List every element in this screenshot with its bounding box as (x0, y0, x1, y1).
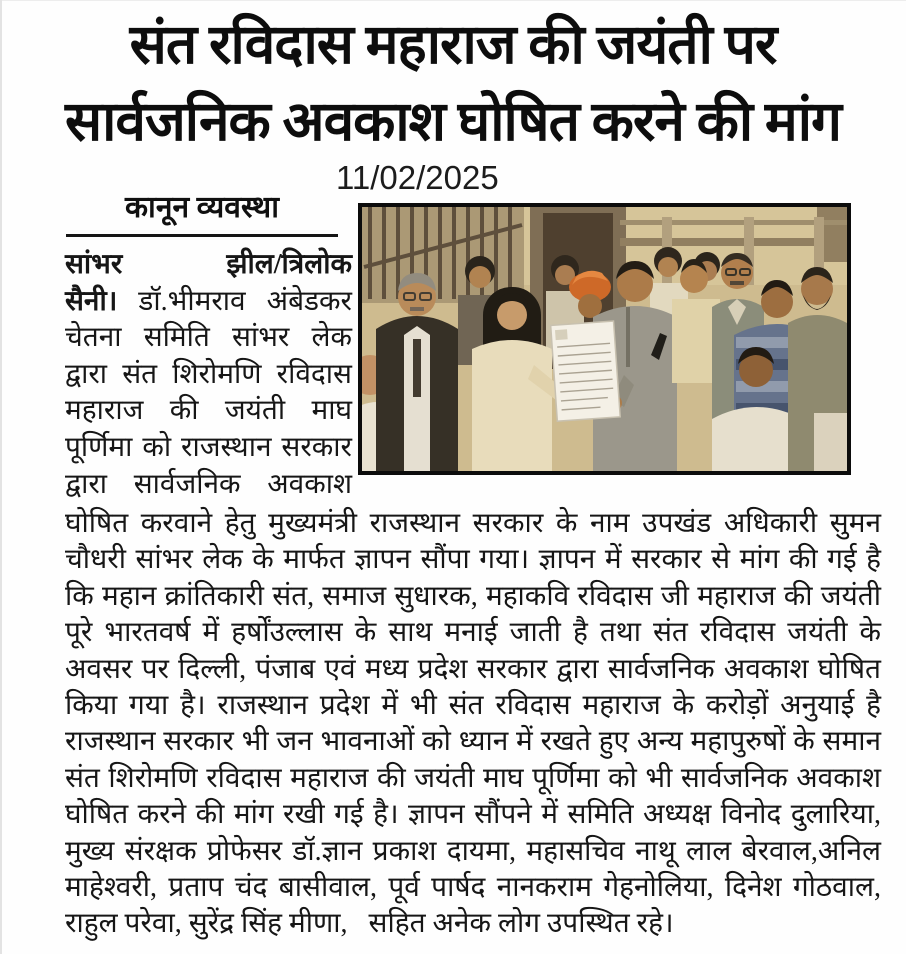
dateline (65, 247, 352, 284)
article-body-line: संत शिरोमणि रविदास महाराज की जयंती माघ पूर्णिमा को भी सार्वजनिक अवकाश (65, 762, 881, 794)
article-column-line: द्वारा सार्वजनिक अवकाश (65, 468, 352, 500)
headline-line-2: सार्वजनिक अवकाश घोषित करने की मांग (64, 91, 842, 152)
section-label: कानून व्यवस्था (66, 191, 338, 237)
column-line-text: डॉ.भीमराव अंबेडकर (138, 285, 352, 317)
dateline-reporter: सैनी। (65, 285, 118, 317)
article-body-line: पूरे भारतवर्ष में हर्षोंउल्लास के साथ मनाई जाती है तथा संत रविदास जयंती के (65, 617, 881, 649)
article-body-line: चौधरी सांभर लेक के मार्फत ज्ञापन सौंपा गया। ज्ञापन में सरकार से मांग की गई है (65, 544, 881, 576)
article-body-line: किया गया है। राजस्थान प्रदेश में भी संत रविदास महाराज के करोड़ों अनुयाई है (65, 690, 881, 722)
article-body-line: घोषित करवाने हेतु मुख्यमंत्री राजस्थान सरकार के नाम उपखंड अधिकारी सुमन (65, 508, 881, 539)
article-column-line: महाराज की जयंती माघ (65, 395, 352, 427)
article-column-line (65, 284, 352, 321)
article-body-line: राजस्थान सरकार भी जन भावनाओं को ध्यान में रखते हुए अन्य महापुरुषों के समान (65, 726, 881, 758)
article-body-line: घोषित करने की मांग रखी गई है। ज्ञापन सौंपने में समिति अध्यक्ष विनोद दुलारिया, (65, 799, 881, 831)
article-body-line: मुख्य संरक्षक प्रोफेसर डॉ.ज्ञान प्रकाश दायमा, महासचिव नाथू लाल बेरवाल,अनिल (65, 835, 881, 867)
article-photo (358, 203, 851, 475)
article-body-line: राहुल परेवा, सुरेंद्र सिंह मीणा, सहित अनेक लोग उपस्थित रहे। (65, 908, 674, 940)
article-body-line: कि महान क्रांतिकारी संत, समाज सुधारक, महाकवि रविदास जी महाराज की जयंती (65, 580, 881, 612)
article-date: 11/02/2025 (336, 159, 499, 196)
photo-illustration (362, 207, 847, 471)
article-body-line: अवसर पर दिल्ली, पंजाब एवं मध्य प्रदेश सरकार द्वारा सार्वजनिक अवकाश घोषित (65, 653, 881, 685)
headline (0, 6, 906, 160)
article-lead-column (65, 247, 352, 503)
article-body (65, 506, 881, 943)
article-body-line: माहेश्वरी, प्रताप चंद बासीवाल, पूर्व पार्षद नानकराम गेहनोलिया, दिनेश गोठवाल, (65, 872, 881, 904)
headline-line-1: संत रविदास महाराज की जयंती पर (129, 14, 777, 75)
article-column-line: पूर्णिमा को राजस्थान सरकार (65, 431, 352, 463)
article-column-line: द्वारा संत शिरोमणि रविदास (65, 358, 352, 390)
article-column-line: चेतना समिति सांभर लेक (65, 322, 352, 354)
dateline-place: सांभर (65, 249, 123, 280)
dateline-byline: झील/त्रिलोक (226, 249, 352, 280)
sepia-overlay (362, 207, 847, 471)
